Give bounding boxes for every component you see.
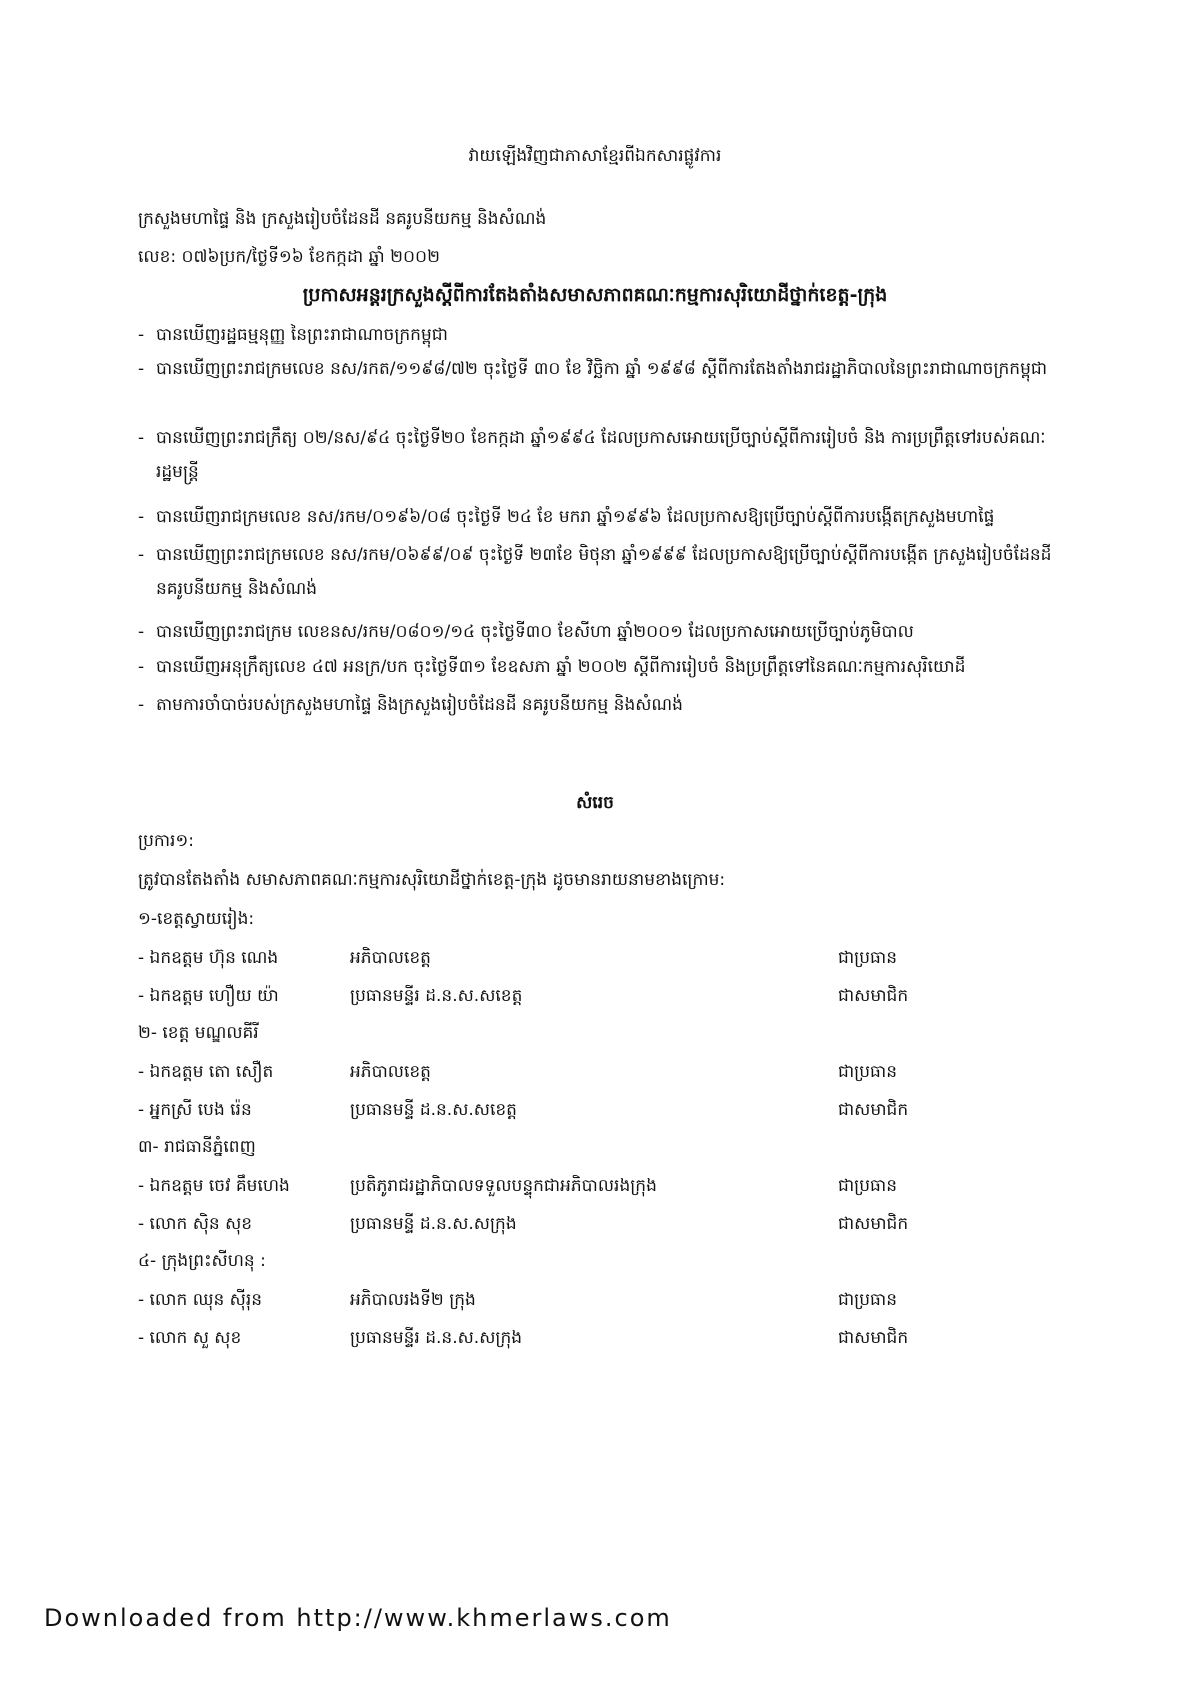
member-row	[138, 1323, 1038, 1353]
member-name: - លោក សួ សុខ	[138, 1328, 242, 1348]
member-name: - ឯកឧត្តម ហ៊ុន ណេង	[138, 948, 279, 968]
member-role: អភិបាលរងទី២ ក្រុង	[350, 1290, 476, 1310]
article-intro: ត្រូវបានតែងតាំង សមាសភាពគណៈកម្មការសុរិយោដីថ្នាក់ខេត្ត-ក្រុង ដូចមានរាយនាមខាងក្រោម:	[138, 870, 726, 890]
member-role: ប្រធានមន្ទីរ ដ.ន.ស.សក្រុង	[350, 1328, 523, 1348]
bullet-dash: -	[138, 695, 145, 715]
member-name: - ឯកឧត្តម ចេវ គឹមហេង	[138, 1176, 290, 1196]
member-position: ជាសមាជិក	[838, 1328, 909, 1348]
bullet-dash: -	[138, 359, 145, 379]
preamble-text: បានឃើញរាជក្រមលេខ នស/រកម/០១៩៦/០៨ ចុះថ្ងៃទី ២៤ ខែ មករា ឆ្នាំ១៩៩៦ ដែលប្រកាសឱ្យប្រើច្បាប់ស្តីពីការបង្កើតក្រសួងមហាផ្ទៃ	[156, 507, 995, 527]
bullet-dash: -	[138, 622, 145, 642]
preamble-item	[138, 352, 1058, 386]
member-role: ប្រធានមន្ទី ដ.ន.ស.សក្រុង	[350, 1214, 517, 1234]
verification-note: វាយឡើងវិញជាភាសាខ្មែរពីឯកសារផ្លូវការ	[468, 146, 722, 166]
member-row	[138, 1095, 1038, 1125]
issuing-ministries: ក្រសួងមហាផ្ទៃ និង ក្រសួងរៀបចំដែនដី នគរូបនីយកម្ម និងសំណង់	[138, 209, 547, 229]
preamble-text: បានឃើញរដ្ឋធម្មនុញ្ញ នៃព្រះរាជាណាចក្រកម្ពុជា	[156, 325, 448, 345]
member-row	[138, 943, 1038, 973]
member-position: ជាប្រធាន	[838, 1290, 898, 1310]
preamble-text: បានឃើញព្រះរាជក្រមលេខ នស/រកត/១១៩៨/៧២ ចុះថ្ងៃទី ៣០ ខែ វិច្ឆិកា ឆ្នាំ ១៩៩៨ ស្តីពីការតែងតាំងរាជរដ្ឋាភិបាលនៃព្រះរាជាណាចក្រកម្ពុជា	[156, 359, 1048, 379]
member-name: - ឯកឧត្តម ហឿយ យ៉ា	[138, 986, 279, 1006]
decision-heading: សំរេច	[576, 793, 614, 813]
article-label: ប្រការ១:	[138, 831, 195, 851]
member-role: អភិបាលខេត្ត	[350, 1062, 431, 1082]
member-role: ប្រធានមន្ទីរ ដ.ន.ស.សខេត្ត	[350, 986, 523, 1006]
preamble-text: បានឃើញព្រះរាជក្រមលេខ នស/រកម/០៦៩៩/០៩ ចុះថ្ងៃទី ២៣ខែ មិថុនា ឆ្នាំ១៩៩៩ ដែលប្រកាសឱ្យប្រើច្បាប់ស្តីពីការបង្កើត ក្រសួងរៀបចំដែនដី នគរូបនីយកម្ម និងសំណង់	[156, 545, 1052, 599]
bullet-dash: -	[138, 325, 145, 345]
preamble-text: បានឃើញព្រះរាជក្រម លេខនស/រកម/០៨០១/១៤ ចុះថ្ងៃទី៣០ ខែសីហា ឆ្នាំ២០០១ ដែលប្រកាសអោយប្រើច្បាប់ភូមិបាល	[156, 622, 914, 642]
member-row	[138, 1285, 1038, 1315]
document-number: លេខ: ០៧៦ប្រក/ថ្ងៃទី១៦ ខែកក្កដា ឆ្នាំ ២០០២	[138, 247, 440, 267]
preamble-item	[138, 500, 1058, 534]
download-source-footer: Downloaded from http://www.khmerlaws.com	[44, 1604, 672, 1632]
province-heading: ៤- ក្រុងព្រះសីហនុ :	[138, 1251, 266, 1271]
member-position: ជាប្រធាន	[838, 1176, 898, 1196]
province-heading: ២- ខេត្ត មណ្ឌលគីរី	[138, 1023, 259, 1043]
member-position: ជាសមាជិក	[838, 1100, 909, 1120]
member-role: ប្រតិភូរាជរដ្ឋាភិបាលទទួលបន្ទុកជាអភិបាលរងក្រុង	[350, 1176, 657, 1196]
member-name: - អ្នកស្រី បេង រ៉េន	[138, 1100, 252, 1120]
member-name: - ឯកឧត្តម តោ សឿត	[138, 1062, 274, 1082]
member-row	[138, 1209, 1038, 1239]
document-title: ប្រកាសអន្តរក្រសួងស្តីពីការតែងតាំងសមាសភាពគណៈកម្មការសុរិយោដីថ្នាក់ខេត្ត-ក្រុង	[302, 284, 888, 306]
member-role: អភិបាលខេត្ត	[350, 948, 431, 968]
bullet-dash: -	[138, 545, 145, 565]
province-heading: ៣- រាជធានីភ្នំពេញ	[138, 1137, 256, 1157]
member-position: ជាប្រធាន	[838, 1062, 898, 1082]
member-row	[138, 1171, 1038, 1201]
preamble-text: តាមការចាំបាច់របស់ក្រសួងមហាផ្ទៃ និងក្រសួងរៀបចំដែនដី នគរូបនីយកម្ម និងសំណង់	[156, 695, 683, 715]
member-role: ប្រធានមន្ទី ដ.ន.ស.សខេត្ត	[350, 1100, 517, 1120]
member-position: ជាសមាជិក	[838, 1214, 909, 1234]
bullet-dash: -	[138, 428, 145, 448]
preamble-item	[138, 538, 1058, 606]
member-row	[138, 981, 1038, 1011]
member-position: ជាសមាជិក	[838, 986, 909, 1006]
preamble-item	[138, 688, 1058, 722]
member-row	[138, 1057, 1038, 1087]
member-position: ជាប្រធាន	[838, 948, 898, 968]
member-name: - លោក ស៊ិន សុខ	[138, 1214, 253, 1234]
bullet-dash: -	[138, 507, 145, 527]
preamble-text: បានឃើញព្រះរាជក្រឹត្យ ០២/នស/៩៤ ចុះថ្ងៃទី២០ ខែកក្កដា ឆ្នាំ១៩៩៤ ដែលប្រកាសអោយប្រើច្បាប់ស្តីពីការរៀបចំ និង ការប្រព្រឹត្តទៅរបស់គណៈរដ្ឋមន្ត្រី	[156, 428, 1046, 482]
preamble-item	[138, 318, 1058, 352]
province-heading: ១-ខេត្តស្វាយរៀង:	[138, 909, 255, 929]
member-name: - លោក ឈុន ស៊ីរុន	[138, 1290, 263, 1310]
preamble-item	[138, 615, 1058, 649]
bullet-dash: -	[138, 657, 145, 677]
preamble-text: បានឃើញអនុក្រឹត្យលេខ ៤៧ អនក្រ/បក ចុះថ្ងៃទី៣១ ខែឧសភា ឆ្នាំ ២០០២ ស្តីពីការរៀបចំ និងប្រព្រឹត្តទៅនៃគណៈកម្មការសុរិយោដី	[156, 657, 966, 677]
preamble-item	[138, 421, 1058, 489]
preamble-item	[138, 650, 1058, 684]
